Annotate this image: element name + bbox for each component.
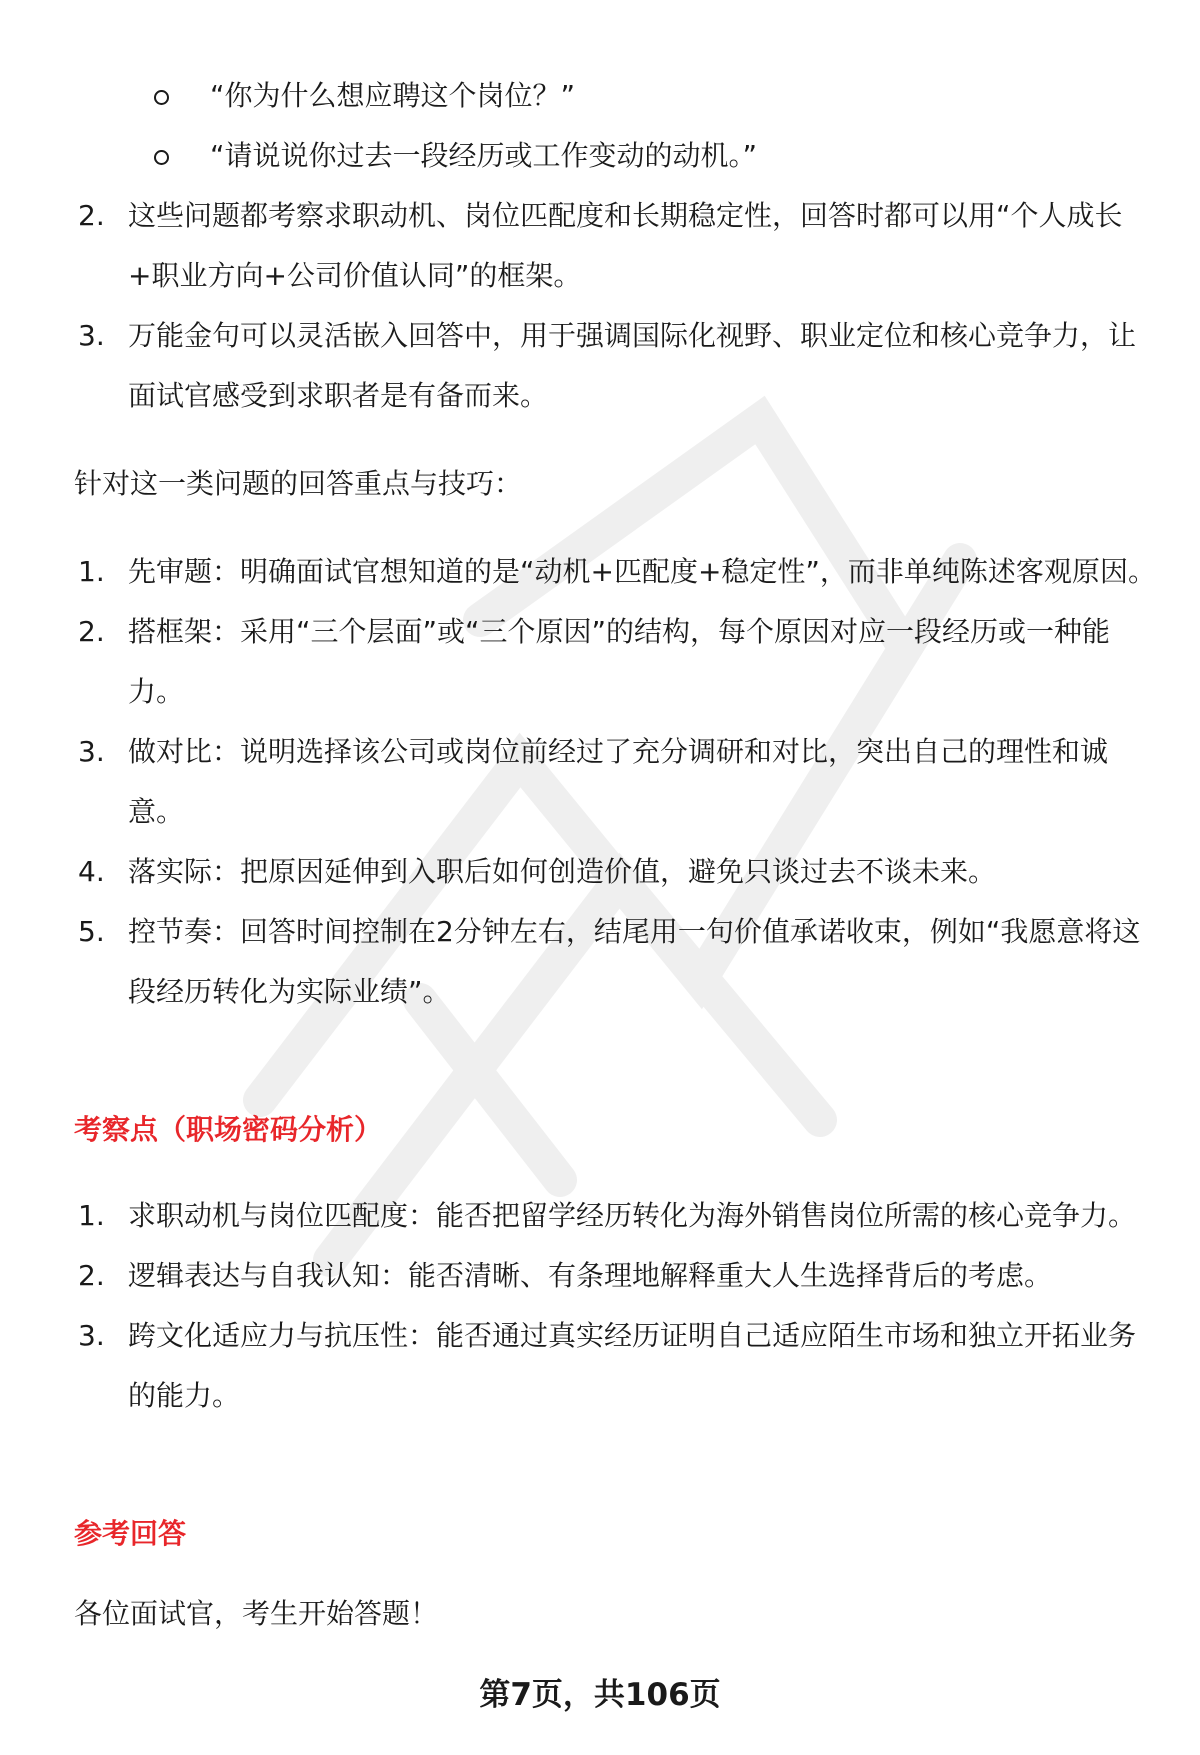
item-number: 1. <box>78 555 105 588</box>
hollow-circle-bullet-icon <box>154 90 169 105</box>
page-footer: 第7页，共106页 <box>479 1677 721 1713</box>
question-bullet-list <box>150 76 1150 196</box>
section-heading-answer: 参考回答 <box>74 1517 187 1550</box>
item-text: 搭框架：采用“三个层面”或“三个原因”的结构，每个原因对应一段经历或一种能力。 <box>128 615 1111 708</box>
item-text: 控节奏：回答时间控制在2分钟左右，结尾用一句价值承诺收束，例如“我愿意将这段经历转化为实际业绩”。 <box>128 915 1141 1008</box>
answer-opening: 各位面试官，考生开始答题！ <box>74 1597 439 1630</box>
item-number: 2. <box>78 199 105 232</box>
bullet-text: “你为什么想应聘这个岗位？” <box>210 79 576 112</box>
list-item <box>150 76 1150 136</box>
list-item <box>78 602 1158 722</box>
item-text: 做对比：说明选择该公司或岗位前经过了充分调研和对比，突出自己的理性和诚意。 <box>128 735 1109 828</box>
hollow-circle-bullet-icon <box>154 150 169 165</box>
section-heading-points: 考察点（职场密码分析） <box>74 1113 383 1146</box>
tips-list <box>78 542 1158 1022</box>
item-number: 3. <box>78 735 105 768</box>
item-text: 落实际：把原因延伸到入职后如何创造价值，避免只谈过去不谈未来。 <box>128 855 997 888</box>
list-item <box>78 1306 1158 1426</box>
item-number: 3. <box>78 1319 105 1352</box>
item-text: 逻辑表达与自我认知：能否清晰、有条理地解释重大人生选择背后的考虑。 <box>128 1259 1053 1292</box>
item-text: 跨文化适应力与抗压性：能否通过真实经历证明自己适应陌生市场和独立开拓业务的能力。 <box>128 1319 1137 1412</box>
list-item <box>78 306 1158 426</box>
bullet-text: “请说说你过去一段经历或工作变动的动机。” <box>210 139 758 172</box>
item-text: 万能金句可以灵活嵌入回答中，用于强调国际化视野、职业定位和核心竞争力，让面试官感受到求职者是有备而来。 <box>128 319 1137 412</box>
list-item <box>78 1246 1158 1306</box>
list-item <box>78 542 1158 602</box>
item-number: 2. <box>78 1259 105 1292</box>
item-text: 求职动机与岗位匹配度：能否把留学经历转化为海外销售岗位所需的核心竞争力。 <box>128 1199 1137 1232</box>
list-item <box>78 186 1158 306</box>
item-number: 5. <box>78 915 105 948</box>
list-item <box>78 902 1158 1022</box>
summary-list <box>78 186 1158 426</box>
list-item <box>78 842 1158 902</box>
points-list <box>78 1186 1158 1426</box>
list-item <box>78 722 1158 842</box>
item-number: 4. <box>78 855 105 888</box>
tips-intro: 针对这一类问题的回答重点与技巧： <box>74 467 523 500</box>
item-number: 1. <box>78 1199 105 1232</box>
item-text: 这些问题都考察求职动机、岗位匹配度和长期稳定性，回答时都可以用“个人成长+职业方向+公司价值认同”的框架。 <box>128 199 1123 292</box>
list-item <box>78 1186 1158 1246</box>
item-text: 先审题：明确面试官想知道的是“动机+匹配度+稳定性”，而非单纯陈述客观原因。 <box>128 555 1156 588</box>
item-number: 3. <box>78 319 105 352</box>
item-number: 2. <box>78 615 105 648</box>
